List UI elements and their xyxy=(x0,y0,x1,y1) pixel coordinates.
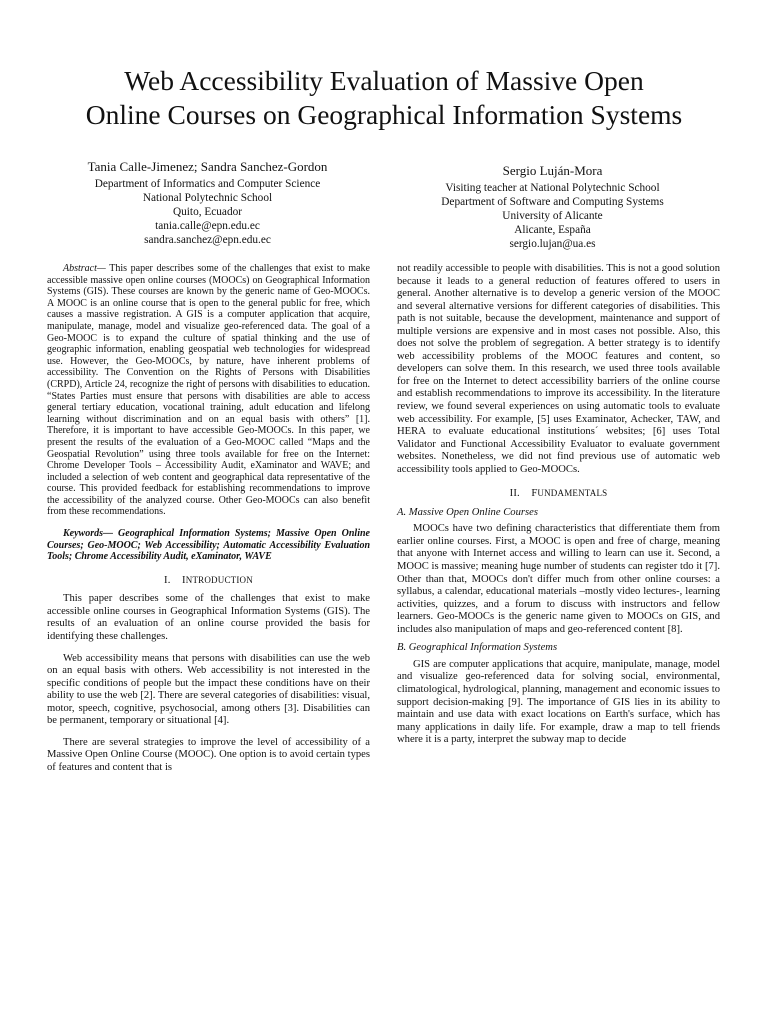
intro-paragraph-1: This paper describes some of the challenges that exist to make accessible online courses in Geographical Information Systems (GIS). The results of an evaluation of an online course provided the basis for identifying these challenges. xyxy=(47,593,370,643)
keywords-label: Keywords— xyxy=(63,528,113,540)
section-rest: NTRODUCTION xyxy=(185,574,253,585)
section-rest: UNDAMENTALS xyxy=(537,488,608,499)
section-numeral: I. xyxy=(164,574,171,586)
intro-paragraph-2: Web accessibility means that persons with disabilities can use the web on an equal basis with others. Web accessibility is not interested in the specific conditions of people but the impact these conditions have on their ability to use the web [2]. There are several categories of disabilities: visual, motor, speech, cognitive, psychosocial, among others [3]. Disabilities can be permanent, temporary or situational [4]. xyxy=(47,652,370,727)
author-school: National Polytechnic School xyxy=(142,192,273,204)
author-city: Quito, Ecuador xyxy=(172,206,243,218)
author-email-2: sandra.sanchez@epn.edu.ec xyxy=(144,234,271,246)
left-column xyxy=(47,263,370,775)
section-numeral: II. xyxy=(509,488,520,500)
title-line-2: Online Courses on Geographical Information Systems xyxy=(85,99,683,130)
author-names: Tania Calle-Jimenez; Sandra Sanchez-Gordon xyxy=(87,159,328,174)
section-heading-introduction xyxy=(47,574,370,588)
paper-title xyxy=(20,64,748,132)
author-block-right xyxy=(400,162,705,251)
author-department: Department of Informatics and Computer Science xyxy=(94,178,321,190)
author-email-1: tania.calle@epn.edu.ec xyxy=(155,220,260,232)
author-city: Alicante, España xyxy=(514,224,591,236)
gis-paragraph: GIS are computer applications that acquire, manipulate, manage, model and visualize geo-referenced data for solving social, environmental, climatological, hydrological, planning, management and economic issues to support decision-making [9]. The importance of GIS lies in its ability to maintain and use data with exact locations on Earth's surface, which has many applications in daily life. For example, draw a map to tell friends where it is a party, interpret the subway map to decide xyxy=(397,658,720,746)
subsection-heading-gis: B. Geographical Information Systems xyxy=(397,642,558,654)
author-university: University of Alicante xyxy=(502,210,603,222)
intro-paragraph-3: There are several strategies to improve the level of accessibility of a Massive Open Online Course (MOOC). One option is to avoid certain types of features and content that is xyxy=(47,736,370,773)
author-email: sergio.lujan@ua.es xyxy=(509,238,596,250)
abstract-label: Abstract— xyxy=(63,263,106,274)
keywords xyxy=(47,528,370,563)
author-department: Department of Software and Computing Systems xyxy=(441,196,664,208)
moocs-paragraph: MOOCs have two defining characteristics that differentiate them from earlier online courses. First, a MOOC is open and free of charge, meaning that anyone with Internet access and willing to learn can use it. Second, a MOOC is massive; meaning huge number of students can register tdo it [7]. Other than that, MOOCs don't differ much from other online courses: a syllabus, a calendar, educational materials –mostly video lectures-, learning activities, quizzes, and a forum to discuss with instructors and fellow learners. Geo-MOOCs is the generic name given to MOOCs on GIS, and includes also manipulation of maps and geo-referenced content [8]. xyxy=(397,523,720,635)
author-name: Sergio Luján-Mora xyxy=(502,163,603,178)
keywords-text: Geographical Information Systems; Massive Open Online Courses; Geo-MOOC; Web Accessibility; Automatic Accessibility Evaluation Tools; Chrome Accessibility Audit, eXaminator, WAVE xyxy=(47,528,370,563)
intro-paragraph-3-continued: not readily accessible to people with disabilities. This is not a good solution because it leads to a general reduction of features offered to users in general. Another alternative is to develop a generic version of the MOOC and several alternative versions for different categories of disabilities. This path is not suitable, because the development, maintenance and support of multiple versions are expensive and in most cases not possible. Also, this does not solve the problem of segregation. A better strategy is to identify web accessibility problems of the MOOC features and content, so developers can solve them. In this research, we used three tools available for free on the Internet to detect accessibility barriers of the online course and establish recommendations to improve its accessibility. In the literature review, we found several experiences on using automatic tools to evaluate web accessibility. For example, [5] uses Examinator, Achecker, TAW, and HERA to evaluate educational institutions´ websites; [6] uses Total Validator and Functional Accessibility Evaluator to evaluate government websites. Nonetheless, we did not find previous use of automatic web accessibility tools applied to Geo-MOOCs. xyxy=(397,263,720,475)
subsection-heading-moocs: A. Massive Open Online Courses xyxy=(397,506,538,518)
author-block-left xyxy=(55,158,360,247)
abstract-text: This paper describes some of the challenges that exist to make accessible massive open online courses (MOOCs) on Geographical Information Systems (GIS). These courses are known by the generic name of Geo-MOOCs. A MOOC is an online course that is open to the general public for free, which causes a massive registration. A GIS is a computer application that acquire, manipulate, manage, model and visualize geo-referenced data. The goal of a Geo-MOOC is to expand the culture of spatial thinking and the use of geographic information, enabling geospatial web technologies for widespread use. However, the Geo-MOOCs, by nature, have inherent problems of accessibility. The Convention on the Rights of Persons with Disabilities (CRPD), Article 24, recognize the right of persons with disabilities to education. “States Parties must ensure that persons with disabilities are able to access general tertiary education, vocational training, adult education and lifelong learning without discrimination and on an equal basis with others” [1]. Therefore, it is important to have accessible Geo-MOOCs. In this paper, we present the results of the evaluation of a Geo-MOOC called “Maps and the Geospatial Revolution” using three tools available for free on the Internet: Chrome Developer Tools – Accessibility Audit, eXaminator and WAVE; and included a selection of web content and geographical data representative of the course. This provided feedback for establishing recommendations to improve the accessibility of the analyzed course. Other Geo-MOOCs can also benefit from these recommendations. xyxy=(47,263,370,518)
right-column xyxy=(397,263,720,747)
section-initial: F xyxy=(531,488,538,500)
abstract xyxy=(47,263,370,518)
title-line-1: Web Accessibility Evaluation of Massive Open xyxy=(124,65,644,96)
author-role: Visiting teacher at National Polytechnic School xyxy=(445,182,660,194)
section-heading-fundamentals xyxy=(397,487,720,501)
section-initial: I xyxy=(182,574,186,586)
